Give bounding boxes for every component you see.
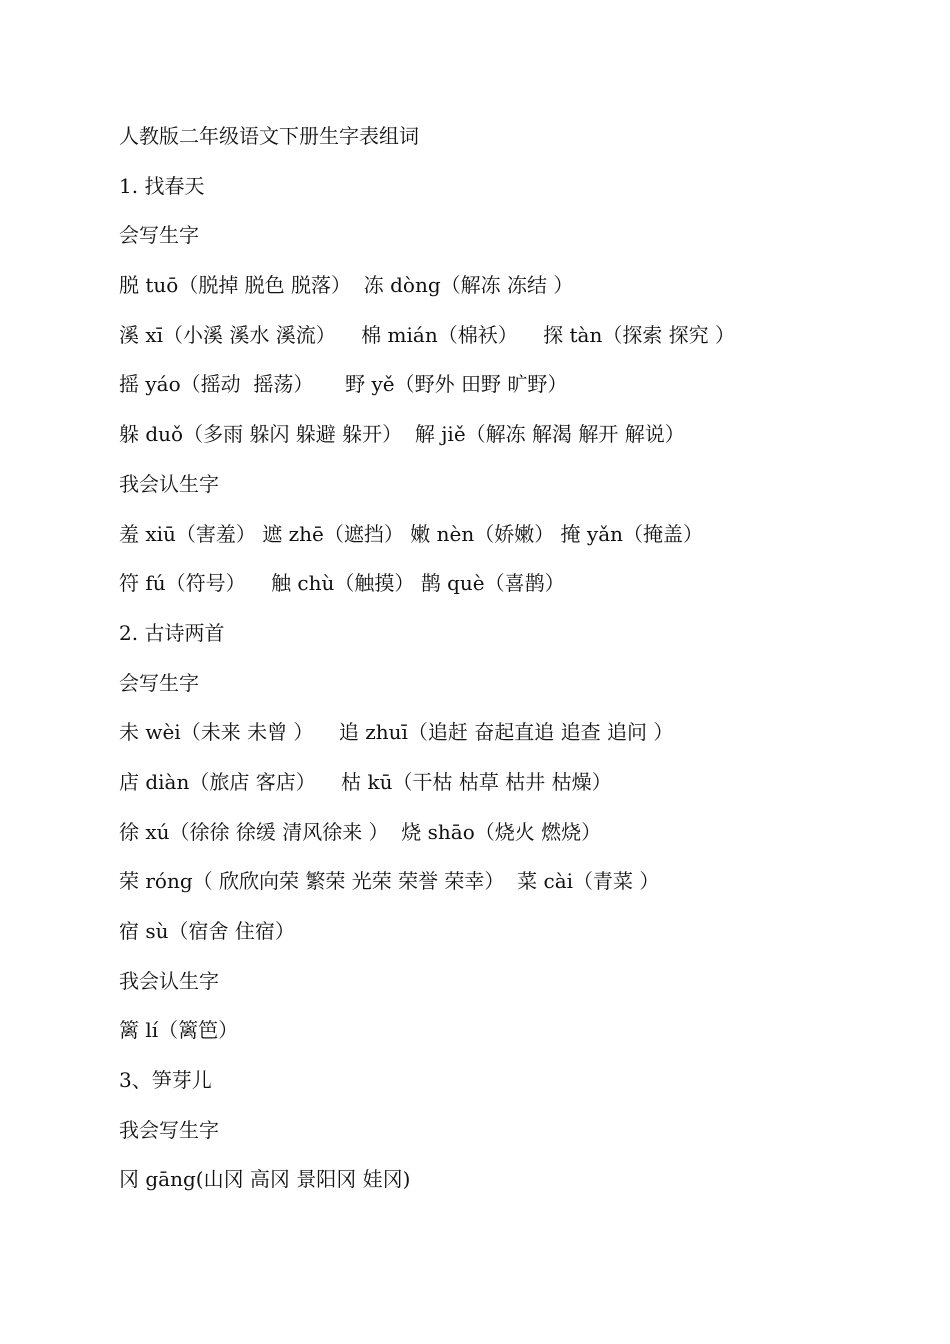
section-heading: 会写生字: [119, 223, 199, 248]
lesson-2-heading: 2. 古诗两首: [119, 620, 225, 645]
section-heading: 我会认生字: [119, 471, 219, 496]
vocab-line: 宿 sù（宿舍 住宿）: [119, 919, 295, 943]
section-heading: 会写生字: [119, 670, 199, 695]
vocab-line: 符 fú（符号） 触 chù（触摸） 鹊 què（喜鹊）: [119, 571, 565, 596]
lesson-1-heading: 1. 找春天: [119, 173, 205, 198]
document-title: 人教版二年级语文下册生字表组词: [119, 124, 419, 148]
vocab-line: 脱 tuō（脱掉 脱色 脱落） 冻 dòng（解冻 冻结 ）: [119, 273, 574, 298]
vocab-line: 摇 yáo（摇动 摇荡） 野 yě（野外 田野 旷野）: [119, 372, 568, 397]
vocab-line: 徐 xú（徐徐 徐缓 清风徐来 ） 烧 shāo（烧火 燃烧）: [119, 819, 602, 844]
vocab-line: 篱 lí（篱笆）: [119, 1018, 239, 1043]
vocab-line: 荣 róng（ 欣欣向荣 繁荣 光荣 荣誉 荣幸） 菜 cài（青菜 ）: [119, 869, 660, 894]
vocab-line: 冈 gāng(山冈 高冈 景阳冈 娃冈): [119, 1167, 411, 1192]
vocab-line: 未 wèi（未来 未曾 ） 追 zhuī（追赶 奋起直追 追查 追问 ）: [119, 720, 674, 745]
lesson-3-heading: 3、笋芽儿: [119, 1068, 212, 1093]
vocab-line: 羞 xiū（害羞） 遮 zhē（遮挡） 嫩 nèn（娇嫩） 掩 yǎn（掩盖）: [119, 521, 704, 546]
section-heading: 我会写生字: [119, 1117, 219, 1142]
vocab-line: 溪 xī（小溪 溪水 溪流） 棉 mián（棉袄） 探 tàn（探索 探究 ）: [119, 322, 736, 347]
document-body: [119, 112, 899, 1205]
vocab-line: 躲 duǒ（多雨 躲闪 躲避 躲开） 解 jiě（解冻 解渴 解开 解说）: [119, 422, 685, 447]
vocab-line: 店 diàn（旅店 客店） 枯 kū（干枯 枯草 枯井 枯燥）: [119, 769, 612, 794]
section-heading: 我会认生字: [119, 968, 219, 993]
